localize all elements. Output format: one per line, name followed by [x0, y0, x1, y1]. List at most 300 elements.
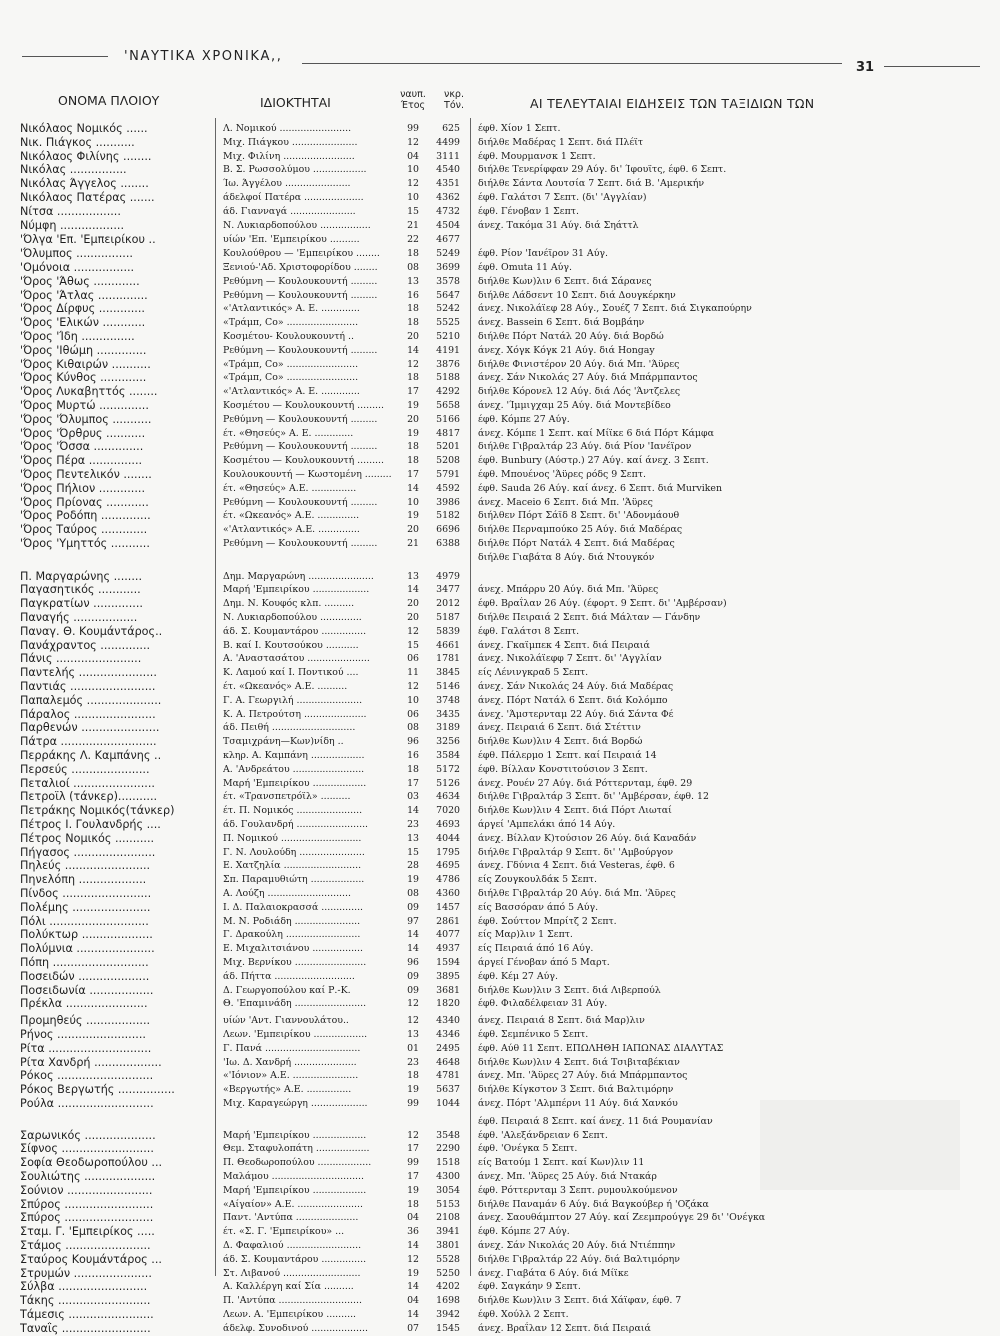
table-row [0, 652, 1000, 666]
news-cell: έφθ. Μπουένος 'Άϋρες ρόδς 9 Σεπτ. [478, 469, 646, 480]
news-cell: άνεχ. Maceio 6 Σεπτ. διά Μπ. 'Άϋρες [478, 496, 653, 508]
owner-cell: υίών 'Αντ. Γιαννουλάτου.. [223, 1015, 349, 1027]
ship-name-cell: Σίφνος .......................... [20, 1142, 154, 1156]
year-cell: 12 [407, 1253, 419, 1265]
table-row [0, 316, 1000, 330]
tonnage-cell: 3435 [436, 708, 460, 720]
tonnage-cell: 5166 [436, 413, 460, 425]
owner-cell: Ρεθύμνη — Κουλουκουντή ......... [223, 538, 378, 549]
table-row [0, 832, 1000, 846]
owner-cell: έτ. «Ωκεανός» Α.Ε. .......... [223, 681, 348, 692]
ship-name-cell: Πόπη ........................... [20, 956, 149, 969]
ship-name-cell: 'Όρος 'Ιθώμη .............. [20, 343, 147, 357]
news-cell: είς Βασσόραν άπό 5 Αύγ. [478, 901, 599, 913]
news-cell: είς Μαρ)λιν 1 Σεπτ. [478, 929, 573, 941]
tonnage-cell: 2108 [436, 1212, 460, 1224]
ship-name-cell: Ρούλα ........................... [20, 1097, 154, 1110]
owner-cell: Δ. Φαφαλιού ......................... [223, 1240, 362, 1251]
owner-cell: Γ. Πανά ................................ [223, 1042, 361, 1054]
owner-cell: έτ. Π. Νομικός ...................... [223, 805, 363, 817]
tonnage-cell: 1795 [436, 846, 460, 858]
ship-name-cell: 'Όρος Ροδόπη .............. [20, 509, 151, 523]
year-cell: 10 [407, 192, 419, 203]
table-row [0, 749, 1000, 763]
owner-cell: Σπ. Παραμυθιώτη .................. [223, 874, 365, 886]
table-row [0, 928, 1000, 942]
tonnage-cell: 4937 [436, 943, 460, 955]
tonnage-cell: 3699 [436, 262, 460, 273]
table-row [0, 440, 1000, 454]
owner-cell: έτ. «Σ. Γ. 'Εμπειρίκου» ... [223, 1226, 345, 1238]
table-row [0, 1097, 1000, 1111]
news-cell: διήλθε Περναμπούκο 25 Αύγ. διά Μαδέρας [478, 524, 683, 536]
news-cell: άνεχ. Νικολάϊεφφ 7 Σεπτ. δι' 'Αγγλίαν [478, 653, 662, 665]
ship-name-cell: 'Όρος 'Ελικών ............ [20, 316, 146, 330]
table-row [0, 873, 1000, 887]
year-cell: 10 [407, 164, 419, 176]
tonnage-cell: 4781 [436, 1070, 460, 1082]
tonnage-cell: 5525 [436, 317, 460, 329]
owner-cell: έτ. «Θησεύς» Α.Ε. ............... [223, 482, 357, 494]
ship-name-cell: 'Όρος Πήλιον ............. [20, 481, 146, 495]
news-cell: διήλθε Γιβραλτάρ 22 Αύγ. διά Βαλτιμόρην [478, 1253, 680, 1265]
news-cell: άνεχ. Χόγκ Κόγκ 21 Αύγ. διά Hongay [478, 344, 655, 356]
ship-name-cell: Ρόκος ........................... [20, 1069, 154, 1083]
year-cell: 15 [407, 639, 419, 651]
news-cell: είς Ζουγκουλδάκ 5 Σεπτ. [478, 874, 597, 886]
ship-name-cell: 'Όρος Πρίονας ............ [20, 495, 149, 509]
table-row [0, 1042, 1000, 1056]
tonnage-cell: 4300 [436, 1171, 460, 1182]
ship-name-cell: Παγκρατίων .............. [20, 597, 143, 611]
table-row [0, 1294, 1000, 1308]
news-cell: έφθ. Κέμ 27 Αύγ. [478, 970, 558, 982]
ship-name-cell: Σταύρος Κουμάντάρος ... [20, 1252, 162, 1266]
tonnage-cell: 3876 [436, 358, 460, 370]
year-cell: 01 [407, 1042, 419, 1054]
news-cell: διήλθε Γιβραλτάρ 9 Σεπτ. δι' 'Αμβούργον [478, 846, 674, 858]
tonnage-cell: 1781 [436, 653, 460, 665]
year-cell: 20 [407, 331, 419, 342]
owner-cell: «Τράμπ, Co» ........................ [223, 317, 359, 329]
ship-name-cell: Σύλβα ......................... [20, 1280, 148, 1294]
news-cell: άνεχ. Σαουθάμπτον 27 Αύγ. καί Ζεεμπρούγγε 29 δι' 'Ονέγκα [478, 1212, 766, 1224]
tonnage-cell: 7020 [436, 805, 460, 817]
ship-name-cell: Τάμεσις ........................ [20, 1308, 154, 1321]
year-cell: 19 [407, 427, 419, 439]
news-cell: έφθ. Βραΐλαν 26 Αύγ. (έφορτ. 9 Σεπτ. δι' 'Αμβέρσαν) [478, 598, 727, 610]
ship-name-cell: Νύμφη .................. [20, 218, 124, 232]
table-row [0, 790, 1000, 804]
owner-cell: κληρ. Α. Καμπάνη .................. [223, 750, 365, 761]
ship-name-cell: Προμηθεύς .................. [20, 1014, 151, 1028]
owner-cell: άδελφ. Συνοδινού ................... [223, 1322, 368, 1334]
owner-cell: Θεμ. Σταφυλοπάτη .................. [223, 1143, 370, 1155]
owner-cell: Γ. Δρακούλη ......................... [223, 929, 361, 941]
tonnage-cell: 5658 [436, 400, 460, 411]
news-cell: έφθ. Omuta 11 Αύγ. [478, 262, 572, 273]
news-cell: διήλθε Κων)λιν 4 Σεπτ. διά Τσιβιταβέκιαν [478, 1056, 680, 1068]
table-row [0, 163, 1000, 177]
news-cell: άνεχ. Bassein 6 Σεπτ. διά Βομβάην [478, 317, 645, 329]
ship-name-cell: Πίνδος ......................... [20, 887, 152, 900]
year-cell: 18 [407, 1070, 419, 1082]
tonnage-cell: 5210 [436, 331, 460, 342]
ship-name-cell: Ταναΐς ......................... [20, 1321, 151, 1335]
owner-cell: Τσαμιχράνη—Κων)νίδη .. [223, 736, 344, 748]
tonnage-cell: 4786 [436, 874, 460, 886]
table-row [0, 191, 1000, 205]
year-cell: 23 [407, 819, 419, 830]
table-row [0, 344, 1000, 358]
owner-cell: Στ. Λιβανού .......................... [223, 1267, 361, 1279]
tonnage-cell: 2290 [436, 1143, 460, 1155]
ship-name-cell: Νικ. Πιάγκος ........... [20, 135, 135, 149]
owner-cell: Κουλούθρου — 'Εμπειρίκου ........ [223, 248, 380, 260]
tonnage-cell: 4817 [436, 427, 460, 439]
news-cell: έφθ. Γένοβαν 1 Σεπτ. [478, 205, 579, 217]
owner-cell: άδελφοί Πατέρα .................... [223, 192, 364, 203]
owner-cell: Δημ. Μαργαρώνη ...................... [223, 570, 374, 582]
table-row [0, 1170, 1000, 1184]
ship-name-cell: Π. Μαργαρώνης ........ [20, 569, 143, 583]
news-cell: διήλθε Κων)λιν 3 Σεπτ. διά Χάϊφαν, έφθ. 7 [478, 1295, 682, 1307]
table-row [0, 1184, 1000, 1198]
news-cell: έφθ. Κόμπε 27 Αύγ. [478, 413, 570, 425]
year-cell: 06 [407, 708, 419, 720]
news-cell: άνεχ. Γιαβάτα 6 Αύγ. διά Μίϊκε [478, 1267, 629, 1279]
tonnage-cell: 4077 [436, 929, 460, 941]
table-row [0, 1267, 1000, 1281]
table-row [0, 1083, 1000, 1097]
ship-name-cell: 'Όρος 'Ίδη ............... [20, 330, 135, 343]
table-row [0, 275, 1000, 289]
table-row [0, 1253, 1000, 1267]
year-cell: 09 [407, 901, 419, 913]
table-row [0, 1028, 1000, 1042]
ship-name-cell: Νικόλας ................ [20, 163, 127, 177]
tonnage-cell: 6696 [436, 524, 460, 536]
year-cell: 17 [407, 386, 419, 398]
owner-cell: Ρεθύμνη — Κουλουκουντή ......... [223, 289, 378, 301]
table-row [0, 496, 1000, 510]
owner-cell: Γ. Ν. Λουλούδη ...................... [223, 846, 365, 858]
ship-name-cell: 'Όρος 'Υμηττός ........... [20, 537, 150, 550]
tonnage-cell: 4360 [436, 888, 460, 899]
ship-name-cell: Ρήνος ......................... [20, 1028, 146, 1041]
ship-name-cell: Παντελής ...................... [20, 666, 157, 680]
tonnage-cell: 5172 [436, 763, 460, 775]
year-cell: 19 [407, 400, 419, 411]
table-row [0, 482, 1000, 496]
news-cell: έφθ. Σούττον Μπρίτζ 2 Σεπτ. [478, 915, 617, 927]
tonnage-cell: 5249 [436, 248, 460, 260]
tonnage-cell: 4693 [436, 819, 460, 830]
ship-name-cell: Πηνελόπη ................... [20, 873, 147, 887]
ship-name-cell: 'Όρος Πέρα ............... [20, 454, 143, 468]
news-cell: άνεχ. Μπάρρυ 20 Αύγ. διά Μπ. 'Άϋρες [478, 584, 659, 596]
tonnage-cell: 3986 [436, 496, 460, 508]
owner-cell: Μιχ. Βερνίκου ........................ [223, 957, 367, 968]
news-cell: άνεχ. Πειραιά 8 Σεπτ. διά Μαρ)λιν [478, 1015, 645, 1027]
year-cell: 17 [407, 1143, 419, 1155]
owner-cell: Π. 'Αντύπα ............................ [223, 1295, 362, 1307]
news-cell: άνεχ. Νικολάϊεφ 28 Αύγ., Σουέζ 7 Σεπτ. διά Σιγκαπούρην [478, 303, 752, 315]
year-cell: 13 [407, 1029, 419, 1040]
owner-cell: Μαρή 'Εμπειρίκου ................... [223, 584, 370, 596]
news-cell: διήλθε Γιαβάτα 8 Αύγ. διά Ντουγκόν [478, 551, 655, 563]
owner-cell: Γ. Α. Γεωργιλή ...................... [223, 694, 363, 706]
news-cell: διήλθε Πειραιά 2 Σεπτ. διά Μάλταν — Γάνδην [478, 612, 701, 623]
ship-name-cell: Παγασητικός ............ [20, 583, 141, 597]
ship-name-cell: Παναγής .................. [20, 611, 138, 624]
news-cell: έφθ. Γαλάτσι 7 Σεπτ. (δι' 'Αγγλίαν) [478, 192, 647, 203]
year-cell: 19 [407, 1267, 419, 1279]
ship-name-cell: 'Όρος 'Άθως ............. [20, 274, 140, 288]
ship-name-cell: Νίτσα .................. [20, 204, 121, 218]
owner-cell: Κ. Λαμού καί Ι. Ποντικού .... [223, 667, 359, 679]
owner-cell: Μαλάμου ............................... [223, 1171, 365, 1182]
ship-name-cell: Πόλι ............................ [20, 914, 149, 928]
tonnage-cell: 2012 [436, 598, 460, 610]
tonnage-cell: 5188 [436, 372, 460, 384]
year-cell: 18 [407, 1198, 419, 1210]
owner-cell: Λεων. 'Εμπειρίκου .................. [223, 1029, 368, 1040]
year-cell: 03 [407, 791, 419, 803]
tonnage-cell: 3895 [436, 970, 460, 982]
tonnage-cell: 4504 [436, 219, 460, 231]
ship-name-cell: 'Όρος 'Όσσα .............. [20, 440, 144, 454]
news-cell: έφθ. Χούλλ 2 Σεπτ. [478, 1309, 569, 1320]
owner-cell: Ρεθύμνη — Κουλουκουντή ......... [223, 496, 378, 508]
ship-name-cell: Πετροϊλ (τάνκερ)........... [20, 790, 158, 804]
news-cell: έφθ. Πάλερμο 1 Σεπτ. καί Πειραιά 14 [478, 750, 657, 761]
owner-cell: Π. Θεοδωροπούλου .................. [223, 1157, 372, 1169]
news-cell: έφθ. Πειραιά 8 Σεπτ. καί άνεχ. 11 διά Ρουμανίαν [478, 1115, 713, 1127]
column-heading-year-line2: Έτος [400, 100, 426, 111]
table-row [0, 611, 1000, 625]
ship-name-cell: Ποσειδών .................... [20, 969, 150, 983]
ship-name-cell: 'Όρος Πεντελικόν ........ [20, 468, 152, 481]
year-cell: 19 [407, 510, 419, 522]
year-cell: 99 [407, 1098, 419, 1109]
news-cell: έφθ. Σαγκάην 9 Σεπτ. [478, 1281, 581, 1293]
owner-cell: Παντ. 'Αντύπα ..................... [223, 1212, 359, 1224]
tonnage-cell: 4592 [436, 482, 460, 494]
year-cell: 19 [407, 1084, 419, 1096]
year-cell: 08 [407, 262, 419, 273]
year-cell: 18 [407, 372, 419, 384]
table-row [0, 1115, 1000, 1129]
news-cell: διήλθε Λάδσεντ 10 Σεπτ. διά Δουγκέρκην [478, 289, 676, 301]
table-row [0, 427, 1000, 441]
table-row [0, 454, 1000, 468]
year-cell: 14 [407, 584, 419, 596]
tonnage-cell: 3578 [436, 275, 460, 287]
tonnage-cell: 4634 [436, 791, 460, 803]
news-cell: διήλθε Κόρονελ 12 Αύγ. διά Λός 'Άντζελες [478, 386, 681, 398]
owner-cell: Θ. 'Επαμινάδη ........................ [223, 998, 367, 1010]
table-row [0, 399, 1000, 413]
news-cell: διήλθε Κίγκστον 3 Σεπτ. διά Βαλτιμόρην [478, 1084, 674, 1096]
owner-cell: Ε. Μιχαλιτσιάνου ................. [223, 943, 363, 955]
news-cell: έφθ. Ρόττερνταμ 3 Σεπτ. ρυμουλκούμενον [478, 1184, 678, 1196]
column-heading-tonnage-line1: νκρ. [444, 89, 464, 100]
table-row [0, 1280, 1000, 1294]
news-cell: διήλθε Κων)λιν 4 Σεπτ. διά Πόρτ Λιωταί [478, 805, 672, 817]
owner-cell: «'Ατλαντικός» Α. Ε. ............. [223, 303, 360, 315]
owner-cell: Ι. Δ. Παλαιοκρασσά .............. [223, 901, 364, 913]
table-row [0, 371, 1000, 385]
year-cell: 18 [407, 248, 419, 260]
column-heading-tonnage [437, 89, 471, 111]
news-cell: διήλθε Κων)λιν 4 Σεπτ. διά Βορδώ [478, 736, 643, 748]
year-cell: 13 [407, 570, 419, 582]
ship-name-cell: Ρόκος Βεργωτής ................ [20, 1083, 175, 1097]
news-cell: διήλθε Κων)λιν 6 Σεπτ. διά Σάρανες [478, 275, 652, 287]
ship-name-cell: 'Όρος 'Όρθρυς ........... [20, 426, 146, 440]
year-cell: 08 [407, 888, 419, 899]
ship-name-cell: Πήγασος ....................... [20, 845, 156, 859]
tonnage-cell: 5187 [436, 612, 460, 623]
owner-cell: Δ. Γεωργοπούλου καί Ρ.-Κ. [223, 984, 351, 996]
news-cell: άργεί 'Αμπελάκι άπό 14 Αύγ. [478, 819, 616, 830]
table-row [0, 551, 1000, 565]
table-row [0, 150, 1000, 164]
tonnage-cell: 5528 [436, 1253, 460, 1265]
tonnage-cell: 4351 [436, 178, 460, 190]
owner-cell: υίών 'Επ. 'Εμπειρίκου .......... [223, 234, 360, 246]
year-cell: 06 [407, 653, 419, 665]
tonnage-cell: 3584 [436, 750, 460, 761]
news-cell: άνεχ. Πόρτ 'Αλμπέρνι 11 Αύγ. διά Χανκόυ [478, 1098, 678, 1109]
owner-cell: Μαρή 'Εμπειρίκου .................. [223, 1129, 367, 1141]
owner-cell: άδ. Πήττα ........................... [223, 970, 355, 982]
year-cell: 04 [407, 1212, 419, 1224]
magazine-title: 'ΝΑΥΤΙΚΑ ΧΡΟΝΙΚΑ,, [124, 49, 283, 64]
owner-cell: Κοσμέτου — Κουλουκουντή ......... [223, 455, 385, 467]
owner-cell: «'Ιόνιον» Α.Ε. ...................... [223, 1070, 359, 1082]
owner-cell: Κοσμέτου — Κουλουκουντή ......... [223, 400, 385, 411]
tonnage-cell: 2495 [436, 1042, 460, 1054]
tonnage-cell: 3111 [436, 150, 460, 162]
ship-name-cell: 'Όρος 'Όλυμπος ........... [20, 412, 152, 426]
news-cell: άνεχ. Σάν Νικολάς 27 Αύγ. διά Μπάρμπαντος [478, 372, 698, 384]
table-row [0, 970, 1000, 984]
tonnage-cell: 4540 [436, 164, 460, 176]
news-cell: έφθ. Φιλαδέλφειαν 31 Αύγ. [478, 998, 608, 1010]
year-cell: 99 [407, 123, 419, 134]
ship-name-cell: Στάμος ........................ [20, 1239, 151, 1252]
table-row [0, 818, 1000, 832]
year-cell: 04 [407, 150, 419, 162]
header-rule-left [22, 56, 108, 57]
tonnage-cell: 4661 [436, 639, 460, 651]
tonnage-cell: 1457 [436, 901, 460, 913]
table-row [0, 984, 1000, 998]
owner-cell: Δημ. Ν. Κουφός κλπ. .......... [223, 598, 355, 610]
table-row [0, 887, 1000, 901]
ship-name-cell: 'Όλγα 'Επ. 'Εμπειρίκου .. [20, 233, 156, 247]
ship-name-cell: 'Όρος Ταύρος ............. [20, 523, 148, 537]
year-cell: 12 [407, 1015, 419, 1027]
owner-cell: Μιχ. Πιάγκου ...................... [223, 136, 358, 148]
year-cell: 07 [407, 1322, 419, 1334]
news-cell: άνεχ. Βραΐλαν 12 Σεπτ. διά Πειραιά [478, 1322, 651, 1334]
ship-name-cell: Περράκης Λ. Καμπάνης .. [20, 749, 162, 762]
year-cell: 12 [407, 178, 419, 190]
year-cell: 04 [407, 1295, 419, 1307]
ship-name-cell: Πάραλος ....................... [20, 707, 156, 721]
year-cell: 21 [407, 538, 419, 549]
owner-cell: Μ. Ν. Ροδιάδη ...................... [223, 915, 361, 927]
news-cell: έφθ. Sauda 26 Αύγ. καί άνεχ. 6 Σεπτ. διά Murviken [478, 482, 723, 494]
page-number: 31 [856, 60, 875, 75]
table-row [0, 122, 1000, 136]
ship-name-cell: 'Όρος Δίρφυς ............. [20, 302, 145, 316]
ship-name-cell: Σταμ. Γ. 'Εμπειρίκος ..... [20, 1225, 155, 1239]
ship-name-cell: Παρθενών ...................... [20, 721, 160, 735]
year-cell: 12 [407, 1129, 419, 1141]
table-row [0, 583, 1000, 597]
table-row [0, 721, 1000, 735]
year-cell: 14 [407, 929, 419, 941]
news-cell: διήλθε Παναμάν 6 Αύγ. διά Βαγκούβερ ή 'Οζάκα [478, 1198, 709, 1210]
table-row [0, 289, 1000, 303]
table-row [0, 1322, 1000, 1336]
ship-name-cell: Στρυμών ...................... [20, 1266, 152, 1280]
news-cell: έφθ. Αύθ 11 Σεπτ. ΕΠΩΛΗΘΗ ΙΑΠΩΝΑΣ ΔΙΑΛΥΤΑΣ [478, 1042, 724, 1054]
table-row [0, 247, 1000, 261]
tonnage-cell: 5839 [436, 625, 460, 637]
year-cell: 17 [407, 1171, 419, 1182]
header-rule-middle [302, 63, 842, 64]
tonnage-cell: 1594 [436, 957, 460, 968]
tonnage-cell: 5208 [436, 455, 460, 467]
tonnage-cell: 1545 [436, 1322, 460, 1334]
tonnage-cell: 4340 [436, 1015, 460, 1027]
owner-cell: Π. Νομικού ........................... [223, 832, 362, 844]
tonnage-cell: 625 [442, 123, 460, 134]
table-row [0, 1142, 1000, 1156]
year-cell: 15 [407, 205, 419, 217]
table-row [0, 694, 1000, 708]
table-row [0, 915, 1000, 929]
year-cell: 12 [407, 358, 419, 370]
table-row [0, 804, 1000, 818]
news-cell: διήλθε Γιβραλτάρ 23 Αύγ. διά Ρίον 'Ιανέϊρον [478, 441, 692, 453]
ship-name-cell: 'Όρος Λυκαβηττός ........ [20, 385, 158, 399]
year-cell: 96 [407, 957, 419, 968]
owner-cell: Κ. Α. Πετρούτση ..................... [223, 708, 367, 720]
table-row [0, 1211, 1000, 1225]
table-row [0, 177, 1000, 191]
owner-cell: Ν. Λυκιαρδοπούλου .............. [223, 612, 362, 623]
table-row [0, 1239, 1000, 1253]
tonnage-cell: 3054 [436, 1184, 460, 1196]
tonnage-cell: 5647 [436, 289, 460, 301]
year-cell: 09 [407, 984, 419, 996]
owner-cell: άδ. Σ. Κουμαντάρου ............... [223, 625, 367, 637]
tonnage-cell: 5153 [436, 1198, 460, 1210]
table-row [0, 330, 1000, 344]
ship-name-cell: Παπαλεμός ..................... [20, 693, 162, 707]
tonnage-cell: 3941 [436, 1226, 460, 1238]
table-row [0, 763, 1000, 777]
owner-cell: Ε. Χατζηλία .......................... [223, 860, 362, 872]
year-cell: 36 [407, 1226, 419, 1238]
tonnage-cell: 5791 [436, 469, 460, 480]
